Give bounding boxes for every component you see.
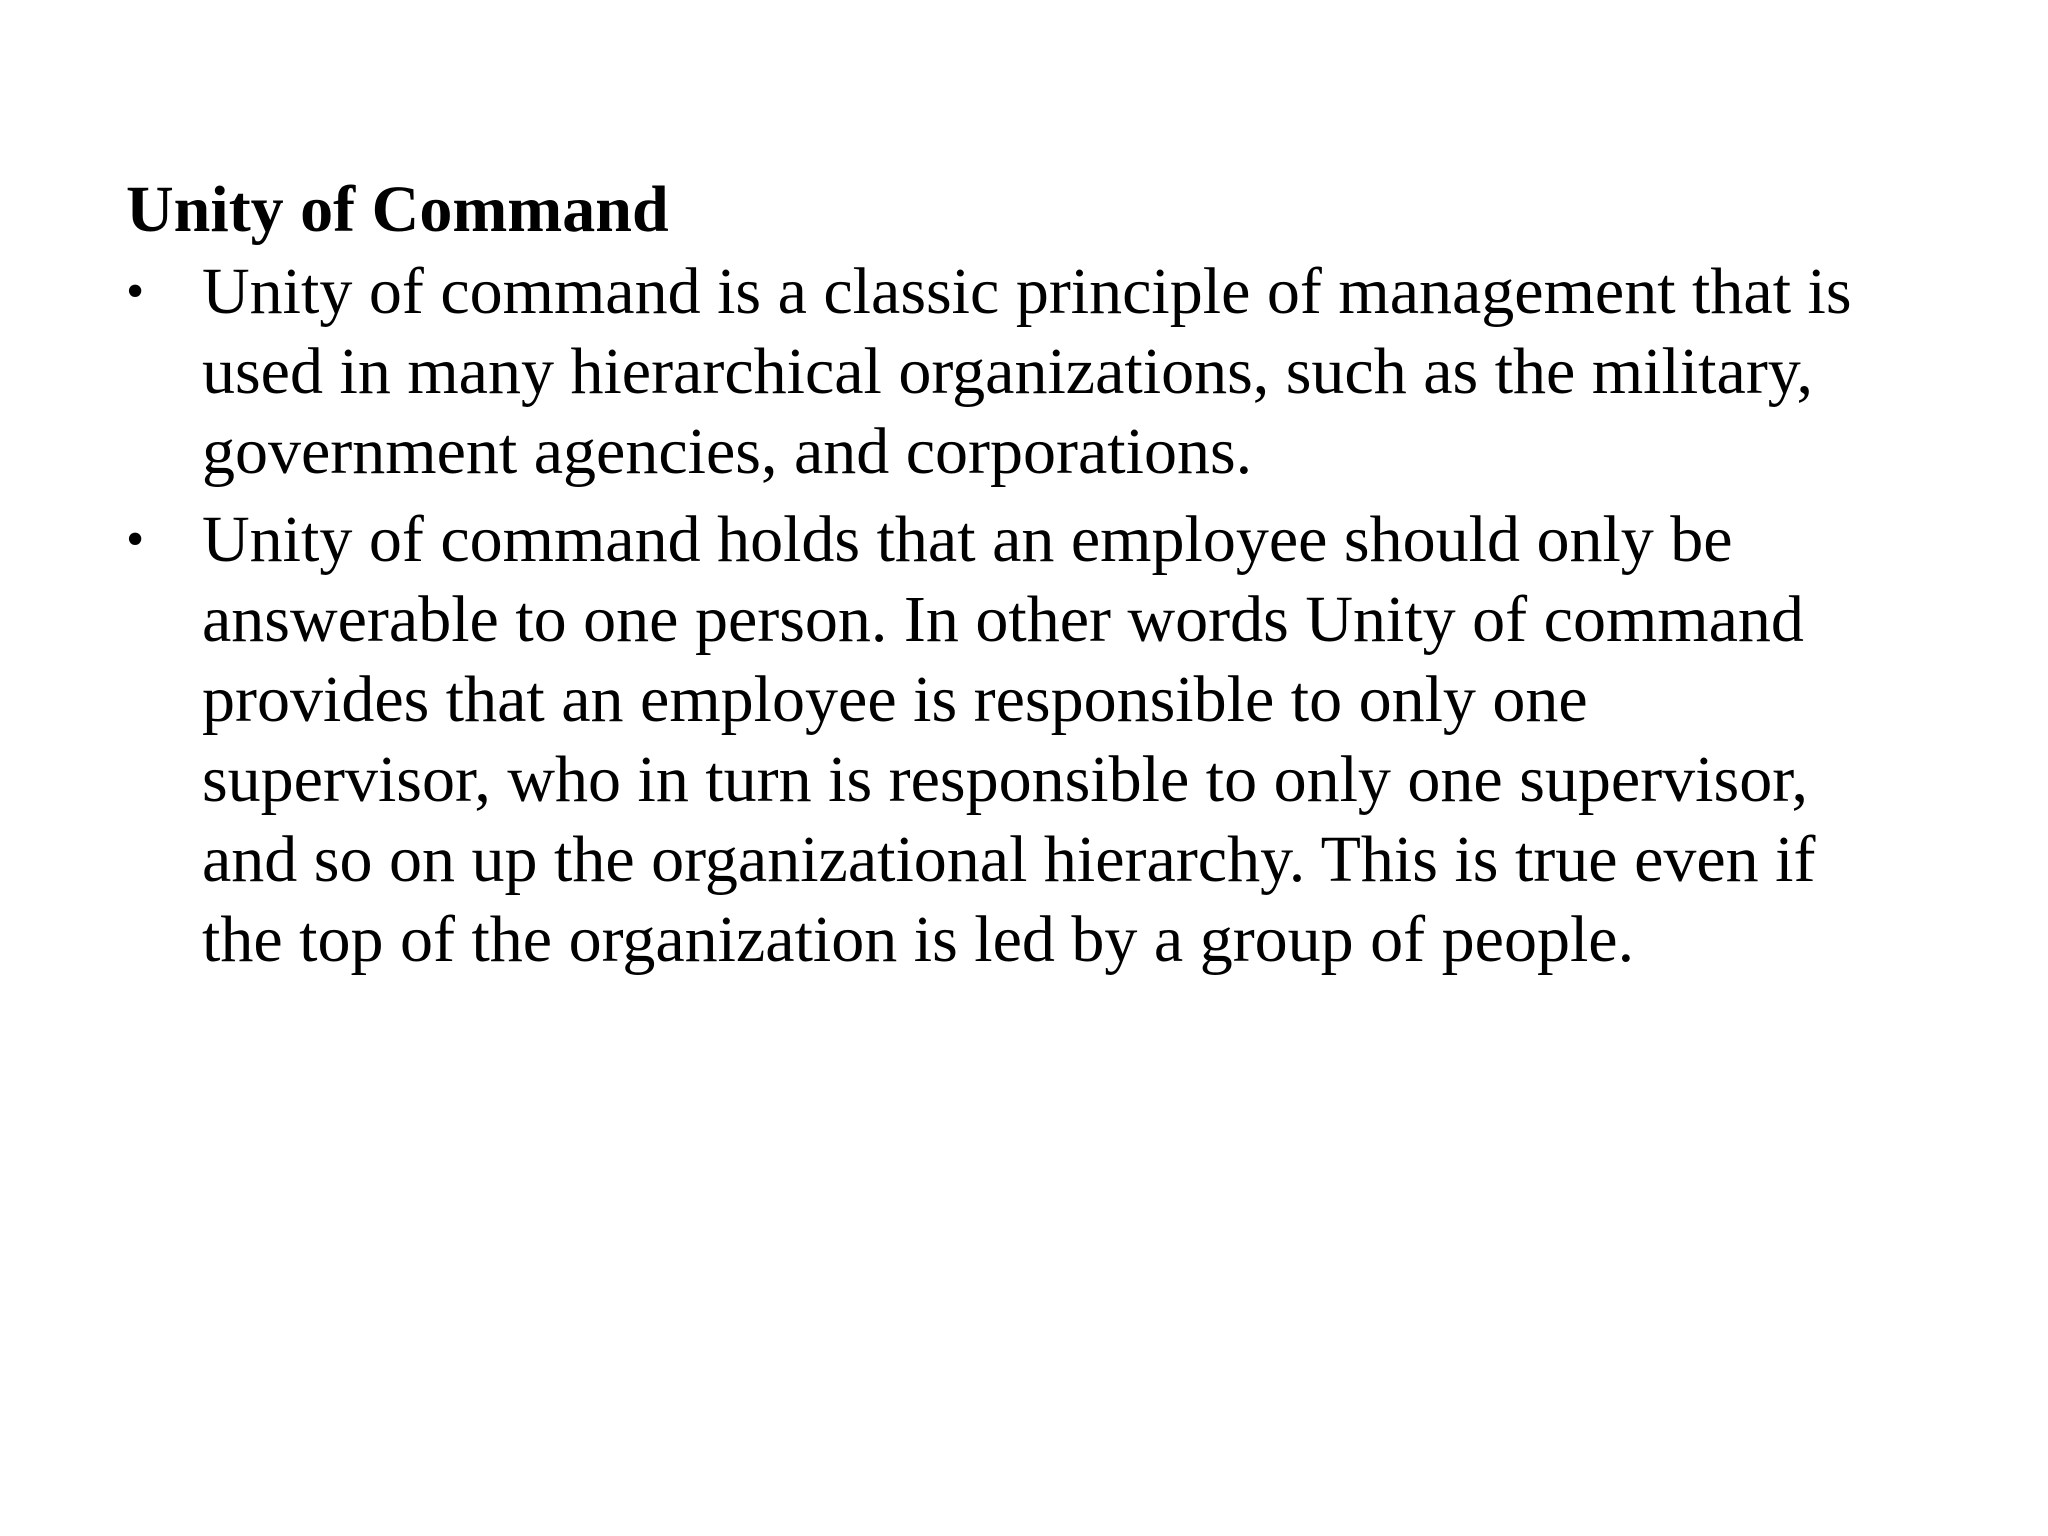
bullet-text-line: government agencies, and corporations. bbox=[202, 415, 1253, 488]
bullet-text-line: and so on up the organizational hierarchy. This is true even if bbox=[202, 823, 1816, 896]
bullet-text-line: answerable to one person. In other words Unity of command bbox=[202, 583, 1804, 656]
bullet-text-line: Unity of command is a classic principle of management that is bbox=[202, 255, 1852, 328]
bullet-text-line: Unity of command holds that an employee should only be bbox=[202, 503, 1733, 576]
bullet-item bbox=[126, 252, 1966, 492]
bullet-icon: • bbox=[126, 511, 145, 568]
bullet-text-line: provides that an employee is responsible to only one bbox=[202, 663, 1588, 736]
bullet-icon: • bbox=[126, 263, 145, 320]
bullet-text-line: the top of the organization is led by a group of people. bbox=[202, 903, 1635, 976]
bullet-item bbox=[126, 500, 1966, 980]
bullet-list bbox=[126, 252, 1966, 980]
bullet-text-line: used in many hierarchical organizations, such as the military, bbox=[202, 335, 1814, 408]
slide-content bbox=[126, 170, 1966, 988]
bullet-text-line: supervisor, who in turn is responsible to only one supervisor, bbox=[202, 743, 1809, 816]
slide-heading: Unity of Command bbox=[126, 173, 669, 246]
